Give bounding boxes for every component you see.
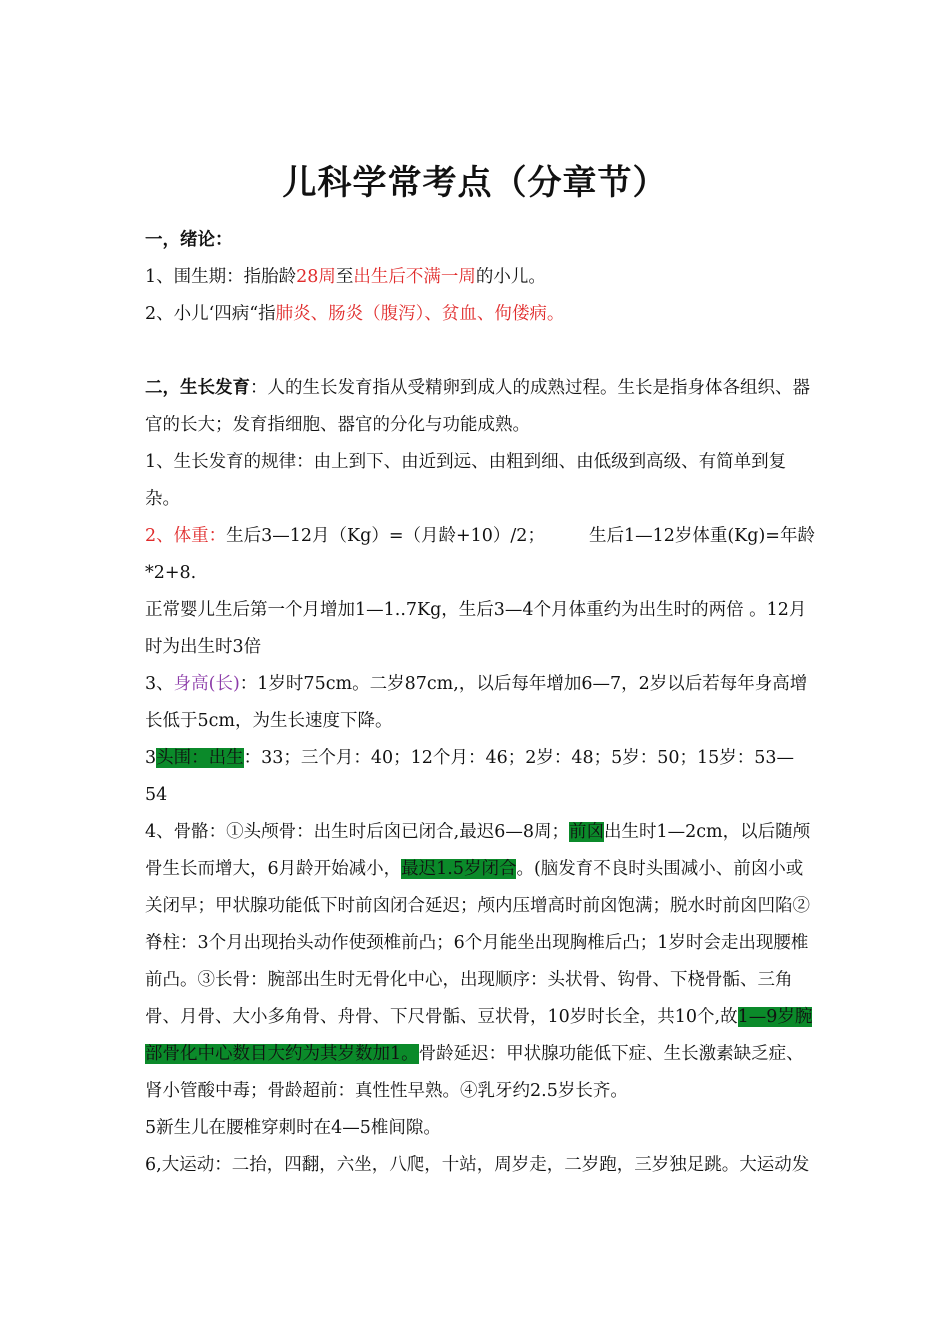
- weight-formula: [145, 518, 815, 592]
- highlight-green-text: 前囟: [568, 822, 604, 842]
- section-1-line-1: [145, 259, 815, 296]
- text-span: ：1岁时75cm。二岁87cm,，以后每年增加6—7，2岁以后若每年身高增长低于5cm，为生长速度下降。: [145, 674, 808, 731]
- height-paragraph: [145, 666, 815, 740]
- growth-rule: 1、生长发育的规律：由上到下、由近到远、由粗到细、由低级到高级、有简单到复杂。: [145, 452, 787, 509]
- section-2-heading: 二，生长发育: [145, 378, 250, 398]
- document-body: [145, 222, 815, 1184]
- text-span: 3: [145, 748, 157, 768]
- bone-paragraph: [145, 814, 815, 1110]
- weight-note: 正常婴儿生后第一个月增加1—1..7Kg，生后3—4个月体重约为出生时的两倍 。12月时为出生时3倍: [145, 600, 807, 657]
- motor-development: 6,大运动：二抬，四翻，六坐，八爬，十站，周岁走，二岁跑，三岁独足跳。大运动发: [145, 1155, 810, 1175]
- highlight-green-text: 头围：出生: [156, 748, 244, 768]
- highlight-red-text: 出生后不满一周: [353, 267, 476, 287]
- text-span: 3、: [145, 674, 174, 694]
- text-span: 出生时1—2cm，以后随颅骨生长而增大，6月龄开始减小，: [145, 822, 811, 879]
- text-span: 至: [335, 267, 354, 287]
- height-label: 身高(长): [173, 674, 240, 694]
- head-circumference: [145, 740, 815, 814]
- text-span: 4、骨骼：①头颅骨：出生时后囟已闭合,最迟6—8周；: [145, 822, 569, 842]
- blank-line: [145, 333, 815, 370]
- text-span: ：33；三个月：40；12个月：46；2岁：48；5岁：50；15岁：53—54: [145, 748, 795, 805]
- text-span: 2、小儿‘四病“指: [145, 304, 276, 324]
- highlight-green-text: 最迟1.5岁闭合: [401, 859, 517, 879]
- text-span: ：人的生长发育指从受精卵到成人的成熟过程。生长是指身体各组织、器官的长大；发育指细胞、器官的分化与功能成熟。: [145, 378, 810, 435]
- section-2-intro: [145, 370, 815, 444]
- weight-label: 2、体重：: [145, 526, 227, 546]
- section-1-line-2: [145, 296, 815, 333]
- text-span: 骨龄延迟：甲状腺功能低下症、生长激素缺乏症、肾小管酸中毒；骨龄超前：真性性早熟。④乳牙约2.5岁长齐。: [145, 1044, 804, 1101]
- document-title: 儿科学常考点（分章节）: [282, 163, 668, 203]
- text-span: 1、围生期：指胎龄: [145, 267, 297, 287]
- highlight-red-text: 28周: [296, 267, 336, 287]
- text-span: 。(脑发育不良时头围减小、前囟小或关闭早；甲状腺功能低下时前囟闭合延迟；颅内压增高时前囟饱满；脱水时前囟凹陷②脊柱：3个月出现抬头动作使颈椎前凸；6个月能坐出现胸椎后凸；1岁时会走出现腰椎前凸。③长骨：腕部出生时无骨化中心，出现顺序：头状骨、钩骨、下桡骨骺、三角骨、月骨、大小多角骨、舟骨、下尺骨骺、豆状骨，10岁时长全，共10个,故: [145, 859, 810, 1027]
- text-span: 生后3—12月（Kg）=（月龄+10）/2；: [226, 526, 545, 546]
- lumbar-puncture-note: 5新生儿在腰椎穿刺时在4—5椎间隙。: [145, 1118, 441, 1138]
- text-span: 生后1—12岁体重(Kg)=年龄*2+8.: [145, 526, 815, 583]
- highlight-red-text: 肺炎、肠炎（腹泻）、贫血、佝偻病。: [275, 304, 565, 324]
- section-1-heading: 一，绪论：: [145, 230, 233, 250]
- text-span: 的小儿。: [475, 267, 546, 287]
- highlight-green-text: 1—9岁腕部骨化中心数目大约为其岁数加1。: [145, 1007, 813, 1064]
